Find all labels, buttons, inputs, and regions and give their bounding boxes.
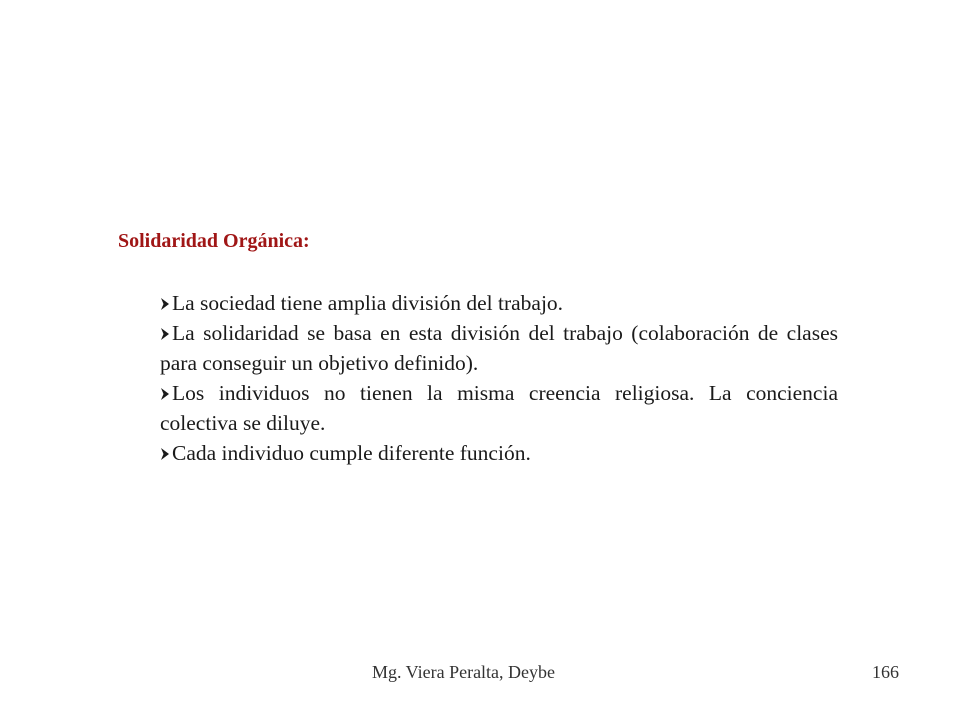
bullet-list — [160, 288, 838, 468]
bullet-text: La sociedad tiene amplia división del trabajo. — [172, 291, 564, 315]
bullet-text: Cada individuo cumple diferente función. — [172, 441, 531, 465]
bullet-item — [160, 438, 838, 468]
bullet-item — [160, 378, 838, 438]
bullet-item — [160, 318, 838, 378]
arrow-bullet-icon — [160, 327, 170, 341]
bullet-text: La solidaridad se basa en esta división del trabajo (colaboración de clases para conseguir un objetivo definido). — [160, 321, 838, 375]
bullet-item — [160, 288, 838, 318]
page-number: 166 — [872, 662, 899, 682]
arrow-bullet-icon — [160, 297, 170, 311]
slide-title: Solidaridad Orgánica: — [118, 230, 310, 252]
arrow-bullet-icon — [160, 387, 170, 401]
arrow-bullet-icon — [160, 447, 170, 461]
bullet-text: Los individuos no tienen la misma creencia religiosa. La conciencia colectiva se diluye. — [160, 381, 838, 435]
footer-author: Mg. Viera Peralta, Deybe — [372, 662, 556, 682]
